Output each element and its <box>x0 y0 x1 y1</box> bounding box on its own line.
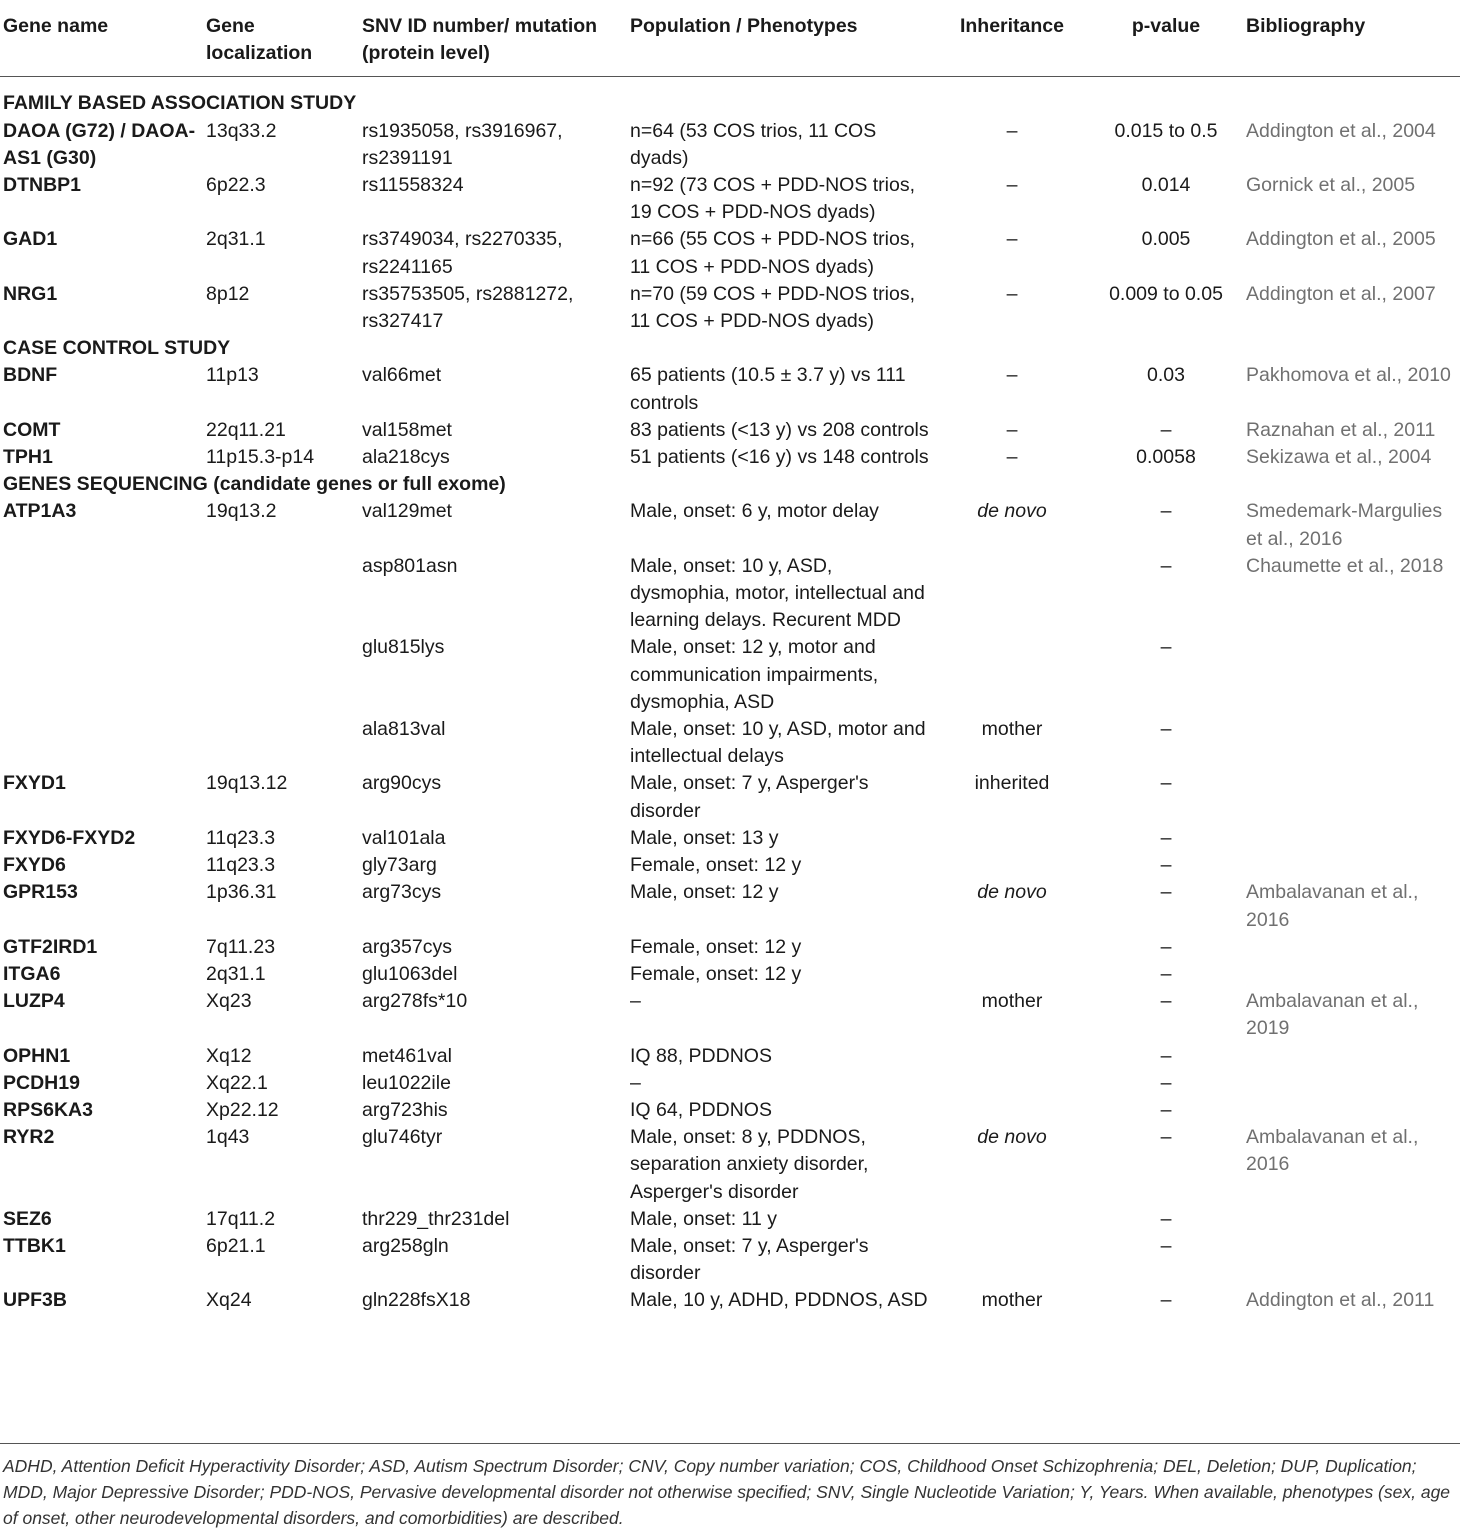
gene-name-cell: FXYD1 <box>3 772 66 795</box>
snv-id-cell: asp801asn <box>362 554 458 577</box>
population-cell: Male, onset: 12 y <box>630 881 779 904</box>
table-row <box>0 1287 1460 1314</box>
snv-id-cell: rs1935058, rs3916967, rs2391191 <box>362 119 563 169</box>
table-row <box>0 1097 1460 1124</box>
gene-name-cell: NRG1 <box>3 282 58 305</box>
p-value-cell: – <box>1160 935 1172 958</box>
gene-localization-cell <box>203 634 359 716</box>
table-row <box>0 825 1460 852</box>
table-row <box>0 1043 1460 1070</box>
p-value-cell: – <box>1160 854 1172 877</box>
table-row <box>0 1233 1460 1287</box>
gene-name-cell: DAOA (G72) / DAOA-AS1 (G30) <box>3 119 196 169</box>
snv-id-cell: ala813val <box>362 718 446 741</box>
population-cell: IQ 64, PDDNOS <box>630 1098 772 1121</box>
population-cell: Male, onset: 7 y, Asperger's disorder <box>630 1234 869 1285</box>
inheritance-cell: – <box>1006 282 1018 305</box>
snv-id-cell: ala218cys <box>362 446 450 469</box>
gene-name-cell: LUZP4 <box>3 990 65 1013</box>
gene-localization-cell: Xq24 <box>206 1289 252 1312</box>
bibliography-cell: Addington et al., 2004 <box>1246 119 1436 142</box>
bibliography-cell <box>1243 1097 1460 1124</box>
bibliography-cell: Ambalavanan et al., 2016 <box>1246 1126 1419 1176</box>
p-value-cell: 0.03 <box>1147 364 1185 387</box>
bibliography-cell: Addington et al., 2005 <box>1246 228 1436 251</box>
gene-localization-cell: 13q33.2 <box>206 119 277 142</box>
inheritance-cell: mother <box>981 718 1043 741</box>
gene-name-cell <box>0 634 203 716</box>
gene-localization-cell: 11q23.3 <box>206 826 276 849</box>
gene-name-cell: RYR2 <box>3 1126 55 1149</box>
inheritance-cell: – <box>1006 174 1018 197</box>
p-value-cell: 0.0058 <box>1136 446 1196 469</box>
table-row <box>0 852 1460 879</box>
p-value-cell: – <box>1160 718 1172 741</box>
section-title: CASE CONTROL STUDY <box>3 337 231 360</box>
bibliography-cell <box>1243 1043 1460 1070</box>
snv-id-cell: rs3749034, rs2270335, rs2241165 <box>362 228 563 278</box>
p-value-cell: 0.009 to 0.05 <box>1109 282 1223 305</box>
table-row <box>0 362 1460 416</box>
inheritance-cell: – <box>1006 446 1018 469</box>
inheritance-cell <box>935 1070 1089 1097</box>
gene-name-cell: DTNBP1 <box>3 174 82 197</box>
inheritance-cell: mother <box>981 1289 1043 1312</box>
inheritance-cell: – <box>1006 119 1018 142</box>
p-value-cell: – <box>1160 772 1172 795</box>
p-value-cell: – <box>1160 636 1172 659</box>
gene-localization-cell: 7q11.23 <box>206 935 276 958</box>
population-cell: Male, onset: 13 y <box>630 826 779 849</box>
p-value-cell: – <box>1160 1289 1172 1312</box>
gene-localization-cell <box>203 716 359 770</box>
p-value-cell: – <box>1160 1044 1172 1067</box>
table-row <box>0 553 1460 635</box>
population-cell: IQ 88, PDDNOS <box>630 1044 772 1067</box>
gene-name-cell: UPF3B <box>3 1289 67 1312</box>
table-row <box>0 281 1460 335</box>
p-value-cell: 0.014 <box>1141 174 1191 197</box>
population-cell: Female, onset: 12 y <box>630 854 802 877</box>
snv-id-cell: rs35753505, rs2881272, rs327417 <box>362 282 574 333</box>
population-cell: Male, 10 y, ADHD, PDDNOS, ASD <box>630 1289 928 1312</box>
gene-localization-cell: Xq23 <box>206 990 252 1013</box>
snv-id-cell: glu1063del <box>362 962 458 985</box>
header-p-value: p-value <box>1089 0 1243 77</box>
snv-id-cell: gly73arg <box>362 854 437 877</box>
table-row <box>0 634 1460 716</box>
gene-name-cell: SEZ6 <box>3 1207 52 1230</box>
bibliography-cell: Ambalavanan et al., 2016 <box>1246 881 1419 931</box>
bibliography-cell: Pakhomova et al., 2010 <box>1246 364 1451 387</box>
table-row <box>0 716 1460 770</box>
header-gene-name: Gene name <box>0 0 203 77</box>
gene-name-cell <box>0 553 203 635</box>
snv-id-cell: arg90cys <box>362 772 442 795</box>
table-row <box>0 226 1460 280</box>
section-row <box>0 77 1460 118</box>
population-cell: – <box>630 1071 641 1094</box>
gene-name-cell: FXYD6-FXYD2 <box>3 826 136 849</box>
table-row <box>0 444 1460 471</box>
p-value-cell: – <box>1160 826 1172 849</box>
p-value-cell: 0.015 to 0.5 <box>1114 119 1218 142</box>
population-cell: Male, onset: 10 y, ASD, dysmophia, motor, intellectual and learning delays. Recurent MDD <box>630 554 925 632</box>
table-row <box>0 417 1460 444</box>
population-cell: n=64 (53 COS trios, 11 COS dyads) <box>630 119 877 169</box>
population-cell: 65 patients (10.5 ± 3.7 y) vs 111 controls <box>630 364 906 414</box>
gene-localization-cell: 2q31.1 <box>206 228 266 251</box>
inheritance-cell <box>935 934 1089 961</box>
gene-name-cell: FXYD6 <box>3 854 66 877</box>
table-row <box>0 770 1460 824</box>
bibliography-cell <box>1243 852 1460 879</box>
gene-localization-cell: 11p15.3-p14 <box>206 446 315 469</box>
snv-id-cell: arg357cys <box>362 935 452 958</box>
section-title: FAMILY BASED ASSOCIATION STUDY <box>3 92 357 115</box>
population-cell: n=70 (59 COS + PDD-NOS trios, 11 COS + PDD-NOS dyads) <box>630 282 916 333</box>
bibliography-cell <box>1243 770 1460 824</box>
population-cell: Female, onset: 12 y <box>630 935 802 958</box>
p-value-cell: – <box>1160 881 1172 904</box>
p-value-cell: 0.005 <box>1141 228 1191 251</box>
gene-localization-cell: Xq12 <box>206 1044 252 1067</box>
bibliography-cell: Gornick et al., 2005 <box>1246 174 1416 197</box>
inheritance-cell: de novo <box>977 881 1047 904</box>
header-population: Population / Phenotypes <box>627 0 935 77</box>
snv-id-cell: val129met <box>362 500 452 523</box>
snv-id-cell: val158met <box>362 418 452 441</box>
gene-localization-cell: 6p21.1 <box>206 1234 266 1257</box>
bibliography-cell: Addington et al., 2011 <box>1246 1289 1435 1312</box>
population-cell: Male, onset: 10 y, ASD, motor and intellectual delays <box>630 718 926 768</box>
gene-localization-cell: 6p22.3 <box>206 174 266 197</box>
gene-localization-cell: 1q43 <box>206 1126 250 1149</box>
population-cell: Male, onset: 12 y, motor and communication impairments, dysmophia, ASD <box>630 636 879 713</box>
gene-localization-cell: 2q31.1 <box>206 962 266 985</box>
inheritance-cell: de novo <box>977 1126 1047 1149</box>
inheritance-cell <box>935 1097 1089 1124</box>
population-cell: n=92 (73 COS + PDD-NOS trios, 19 COS + PDD-NOS dyads) <box>630 174 916 224</box>
header-row <box>0 0 1460 77</box>
gene-localization-cell: 19q13.12 <box>206 772 288 795</box>
table-row <box>0 934 1460 961</box>
population-cell: Male, onset: 8 y, PDDNOS, separation anxiety disorder, Asperger's disorder <box>630 1126 869 1203</box>
snv-id-cell: arg258gln <box>362 1234 449 1257</box>
bibliography-cell: Raznahan et al., 2011 <box>1246 418 1436 441</box>
gene-localization-cell: 11p13 <box>206 364 259 387</box>
table-row <box>0 879 1460 933</box>
bibliography-cell: Chaumette et al., 2018 <box>1246 554 1444 577</box>
population-cell: Male, onset: 7 y, Asperger's disorder <box>630 772 869 822</box>
table-row <box>0 498 1460 552</box>
gene-name-cell: ATP1A3 <box>3 500 77 523</box>
gene-name-cell: TTBK1 <box>3 1234 66 1257</box>
inheritance-cell <box>935 634 1089 716</box>
bibliography-cell: Ambalavanan et al., 2019 <box>1246 990 1419 1040</box>
population-cell: Female, onset: 12 y <box>630 962 802 985</box>
snv-id-cell: rs11558324 <box>362 174 464 197</box>
inheritance-cell <box>935 553 1089 635</box>
bibliography-cell <box>1243 716 1460 770</box>
gene-localization-cell: 19q13.2 <box>206 500 277 523</box>
inheritance-cell: de novo <box>977 500 1047 523</box>
p-value-cell: – <box>1160 962 1172 985</box>
bibliography-cell <box>1243 825 1460 852</box>
inheritance-cell <box>935 961 1089 988</box>
gene-name-cell: PCDH19 <box>3 1071 80 1094</box>
table-row <box>0 961 1460 988</box>
table-row <box>0 172 1460 226</box>
table-row <box>0 1070 1460 1097</box>
inheritance-cell <box>935 852 1089 879</box>
gene-localization-cell: Xp22.12 <box>206 1098 279 1121</box>
snv-id-cell: thr229_thr231del <box>362 1207 510 1230</box>
bibliography-cell <box>1243 961 1460 988</box>
header-inheritance: Inheritance <box>935 0 1089 77</box>
snv-id-cell: val66met <box>362 364 442 387</box>
bibliography-cell: Sekizawa et al., 2004 <box>1246 446 1432 469</box>
gene-name-cell: TPH1 <box>3 446 53 469</box>
inheritance-cell: – <box>1006 418 1018 441</box>
gene-name-cell: OPHN1 <box>3 1044 71 1067</box>
bibliography-cell: Smedemark-Margulies et al., 2016 <box>1246 500 1443 550</box>
p-value-cell: – <box>1160 1071 1172 1094</box>
p-value-cell: – <box>1160 554 1172 577</box>
population-cell: 51 patients (<16 y) vs 148 controls <box>630 446 929 469</box>
gene-name-cell: COMT <box>3 418 61 441</box>
gene-localization-cell: Xq22.1 <box>206 1071 268 1094</box>
table-row <box>0 1124 1460 1206</box>
p-value-cell: – <box>1160 1126 1172 1149</box>
p-value-cell: – <box>1160 1234 1172 1257</box>
snv-id-cell: arg278fs*10 <box>362 990 468 1013</box>
gene-localization-cell: 22q11.21 <box>206 418 286 441</box>
snv-id-cell: gln228fsX18 <box>362 1289 471 1312</box>
snv-id-cell: glu815lys <box>362 636 445 659</box>
gene-name-cell: GAD1 <box>3 228 58 251</box>
section-title: GENES SEQUENCING (candidate genes or full exome) <box>3 473 506 496</box>
p-value-cell: – <box>1160 990 1172 1013</box>
inheritance-cell: – <box>1006 364 1018 387</box>
bibliography-cell <box>1243 1070 1460 1097</box>
snv-id-cell: arg723his <box>362 1098 448 1121</box>
gene-name-cell: ITGA6 <box>3 962 61 985</box>
section-row <box>0 471 1460 498</box>
table-row <box>0 118 1460 172</box>
header-gene-localization: Gene localization <box>203 0 359 77</box>
gene-localization-cell: 1p36.31 <box>206 881 277 904</box>
population-cell: 83 patients (<13 y) vs 208 controls <box>630 418 929 441</box>
gene-localization-cell <box>203 553 359 635</box>
header-snv-id: SNV ID number/ mutation (protein level) <box>359 0 627 77</box>
gene-localization-cell: 11q23.3 <box>206 854 276 877</box>
gene-localization-cell: 8p12 <box>206 282 250 305</box>
population-cell: Male, onset: 11 y <box>630 1207 778 1230</box>
header-bibliography: Bibliography <box>1243 0 1460 77</box>
snv-id-cell: val101ala <box>362 826 446 849</box>
snv-id-cell: arg73cys <box>362 881 442 904</box>
bibliography-cell <box>1243 1206 1460 1233</box>
table-row <box>0 1206 1460 1233</box>
inheritance-cell: mother <box>981 990 1043 1013</box>
population-cell: n=66 (55 COS + PDD-NOS trios, 11 COS + PDD-NOS dyads) <box>630 228 916 278</box>
p-value-cell: – <box>1160 418 1172 441</box>
bibliography-cell <box>1243 1233 1460 1287</box>
inheritance-cell <box>935 1206 1089 1233</box>
population-cell: Male, onset: 6 y, motor delay <box>630 500 879 523</box>
inheritance-cell <box>935 1043 1089 1070</box>
inheritance-cell: inherited <box>974 772 1050 795</box>
gene-name-cell: RPS6KA3 <box>3 1098 93 1121</box>
inheritance-cell <box>935 825 1089 852</box>
snv-id-cell: glu746tyr <box>362 1126 443 1149</box>
inheritance-cell <box>935 1233 1089 1287</box>
table-footnote: ADHD, Attention Deficit Hyperactivity Disorder; ASD, Autism Spectrum Disorder; CNV, Copy number variation; COS, Childhood Onset Schizophrenia; DEL, Deletion; DUP, Duplication; MDD, Major Depressive Disorder; PDD-NOS, Pervasive developmental disorder not otherwise specified; SNV, Single Nucleotide Variation; Y, Years. When available, phenotypes (sex, age of onset, other neurodevelopmental disorders, and comorbidities) are described. <box>0 1443 1460 1531</box>
inheritance-cell: – <box>1006 228 1018 251</box>
bibliography-cell: Addington et al., 2007 <box>1246 282 1436 305</box>
snv-id-cell: met461val <box>362 1044 452 1067</box>
table-row <box>0 988 1460 1042</box>
population-cell: – <box>630 990 641 1013</box>
p-value-cell: – <box>1160 500 1172 523</box>
snv-id-cell: leu1022ile <box>362 1071 451 1094</box>
bibliography-cell <box>1243 634 1460 716</box>
table-header <box>0 0 1460 77</box>
table-body <box>0 77 1460 1315</box>
bibliography-cell <box>1243 934 1460 961</box>
p-value-cell: – <box>1160 1098 1172 1121</box>
p-value-cell: – <box>1160 1207 1172 1230</box>
gene-name-cell: GTF2IRD1 <box>3 935 98 958</box>
gene-localization-cell: 17q11.2 <box>206 1207 276 1230</box>
gene-name-cell: BDNF <box>3 364 58 387</box>
gene-name-cell <box>0 716 203 770</box>
section-row <box>0 335 1460 362</box>
gene-name-cell: GPR153 <box>3 881 78 904</box>
